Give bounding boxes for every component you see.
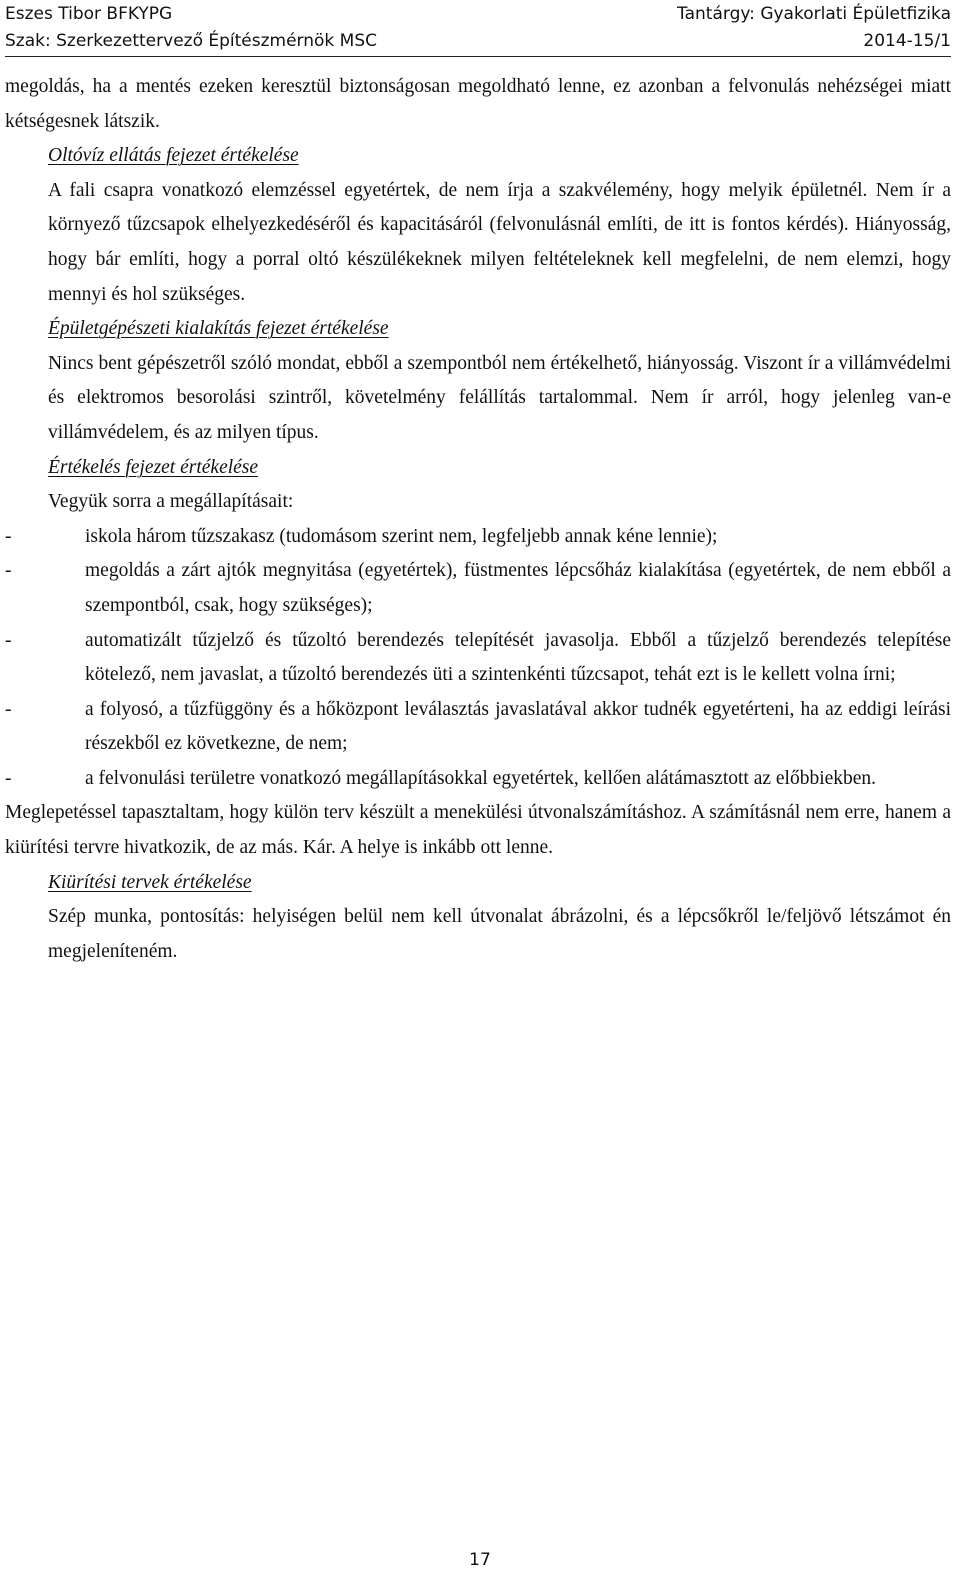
paragraph-firewater: A fali csapra vonatkozó elemzéssel egyetértek, de nem írja a szakvélemény, hogy melyik épületnél. Nem ír a környező tűzcsapok elhelyezkedéséről és kapacitásáról (felvonulásnál említi, de itt is fontos kérdés). Hiányosság, hogy bár említi, hogy a porral oltó készülékeknek milyen feltételeknek kell megfelelni, de nem elemzi, hogy mennyi és hol szükséges. xyxy=(48,179,951,305)
list-dash: - xyxy=(5,525,12,547)
list-item-text: automatizált tűzjelző és tűzoltó berendezés telepítését javasolja. Ebből a tűzjelző berendezés telepítése kötelező, nem javaslat, a tűzoltó berendezés üti a szintenkénti tűzcsapot, tehát ezt is le kellett volna írni; xyxy=(85,629,951,686)
list-item xyxy=(5,554,951,623)
paragraph-evaluation-intro: Vegyük sorra a megállapításait: xyxy=(48,491,294,513)
header-row-bottom xyxy=(5,27,951,54)
header-subject: Tantárgy: Gyakorlati Épületfizika xyxy=(677,4,951,24)
header-semester: 2014-15/1 xyxy=(863,31,951,51)
paragraph-continuation: megoldás, ha a mentés ezeken keresztül biztonságosan megoldható lenne, ez azonban a felvonulás nehézségei miatt kétségesnek látszik. xyxy=(5,76,951,132)
paragraph-building-services: Nincs bent gépészetről szóló mondat, ebből a szempontból nem értékelhető, hiányosság. Viszont ír a villámvédelmi és elektromos besorolási szintről, követelmény felállítás tartalommal. Nem ír arról, hogy jelenleg van-e villámvédelem, és az milyen típus. xyxy=(48,352,951,443)
section-heading-building-services: Épületgépészeti kialakítás fejezet értékelése xyxy=(48,318,389,340)
section-heading-evaluation: Értékelés fejezet értékelése xyxy=(48,456,259,478)
list-item xyxy=(5,624,951,693)
paragraph-escape-route: Meglepetéssel tapasztaltam, hogy külön terv készült a menekülési útvonalszámításhoz. A számításnál nem erre, hanem a kiürítési tervre hivatkozik, de az más. Kár. A helye is inkább ott lenne. xyxy=(5,802,951,859)
list-item-text: a folyosó, a tűzfüggöny és a hőközpont leválasztás javaslatával akkor tudnék egyetérteni, ha az eddigi leírási részekből ez következne, de nem; xyxy=(85,698,951,755)
list-dash: - xyxy=(5,629,12,651)
findings-list xyxy=(5,520,951,797)
page-header xyxy=(5,0,951,57)
page-number: 17 xyxy=(469,1550,491,1570)
list-item-text: iskola három tűzszakasz (tudomásom szerint nem, legfeljebb annak kéne lennie); xyxy=(85,525,718,547)
header-author: Eszes Tibor BFKYPG xyxy=(5,4,173,24)
list-item xyxy=(5,762,951,797)
section-heading-firewater: Oltóvíz ellátás fejezet értékelése xyxy=(48,145,299,167)
header-row-top xyxy=(5,0,951,27)
list-dash: - xyxy=(5,767,12,789)
list-item xyxy=(5,693,951,762)
list-item-text: a felvonulási területre vonatkozó megállapításokkal egyetértek, kellően alátámasztott az előbbiekben. xyxy=(85,767,877,789)
paragraph-evacuation-plans: Szép munka, pontosítás: helyiségen belül nem kell útvonalat ábrázolni, és a lépcsőkről le/feljövő létszámot én megjeleníteném. xyxy=(48,906,951,962)
section-heading-evacuation-plans: Kiürítési tervek értékelése xyxy=(48,871,252,893)
header-program: Szak: Szerkezettervező Építészmérnök MSC xyxy=(5,31,377,51)
page-body xyxy=(5,70,951,969)
list-dash: - xyxy=(5,560,12,582)
list-dash: - xyxy=(5,698,12,720)
list-item-text: megoldás a zárt ajtók megnyitása (egyetértek), füstmentes lépcsőház kialakítása (egyetértek, de nem ebből a szempontból, csak, hogy szükséges); xyxy=(85,560,951,616)
list-item xyxy=(5,520,951,555)
